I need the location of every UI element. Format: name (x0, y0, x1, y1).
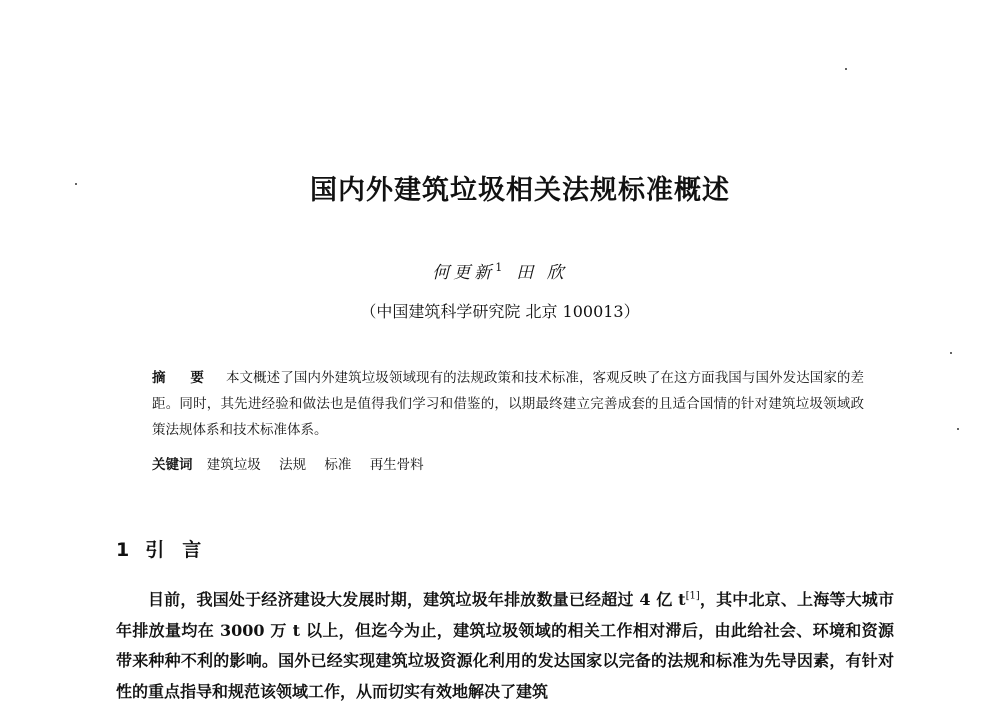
author-affiliation-mark: 1 (495, 261, 503, 275)
author-line (0, 258, 1000, 283)
citation-ref: [1] (685, 590, 700, 602)
abstract-label: 摘 要 (152, 370, 214, 386)
affiliation: （中国建筑科学研究院 北京 100013） (360, 302, 640, 321)
abstract (152, 365, 864, 443)
scan-speck (845, 68, 847, 70)
body-text-part-2: ，其中北京、上海等大城市年排放量均在 3000 万 t 以上，但迄今为止，建筑垃圾领域的相关工作相对滞后，由此给社会、环境和资源带来种种不利的影响。国外已经实现建筑垃圾资源化利用的发达国家以完备的法规和标准为先导因素，有针对性的重点指导和规范该领域工作，从而切实有效地解决了建筑 (116, 590, 894, 701)
author-second: 田 欣 (516, 263, 568, 283)
paper-title: 国内外建筑垃圾相关法规标准概述 (310, 175, 730, 206)
scan-speck (957, 428, 959, 430)
keywords-label: 关键词 (152, 457, 193, 473)
abstract-text: 本文概述了国内外建筑垃圾领域现有的法规政策和技术标准，客观反映了在这方面我国与国外发达国家的差距。同时，其先进经验和做法也是值得我们学习和借鉴的，以期最终建立完善成套的且适合国情的针对建筑垃圾领域政策法规体系和技术标准体系。 (152, 370, 865, 438)
keyword-item: 标准 (324, 457, 352, 473)
body-text-part-1: 目前，我国处于经济建设大发展时期，建筑垃圾年排放数量已经超过 4 亿 t (148, 590, 686, 609)
keywords (152, 453, 438, 473)
section-number: 1 (116, 539, 130, 561)
keyword-item: 法规 (279, 457, 307, 473)
section-heading (116, 535, 219, 562)
scan-speck (950, 352, 952, 354)
scan-speck (75, 183, 77, 185)
keyword-item: 建筑垃圾 (206, 457, 261, 473)
section-title: 引言 (145, 539, 220, 561)
author-first: 何更新 (432, 263, 496, 283)
keyword-item: 再生骨料 (369, 457, 424, 473)
body-paragraph (116, 585, 894, 707)
